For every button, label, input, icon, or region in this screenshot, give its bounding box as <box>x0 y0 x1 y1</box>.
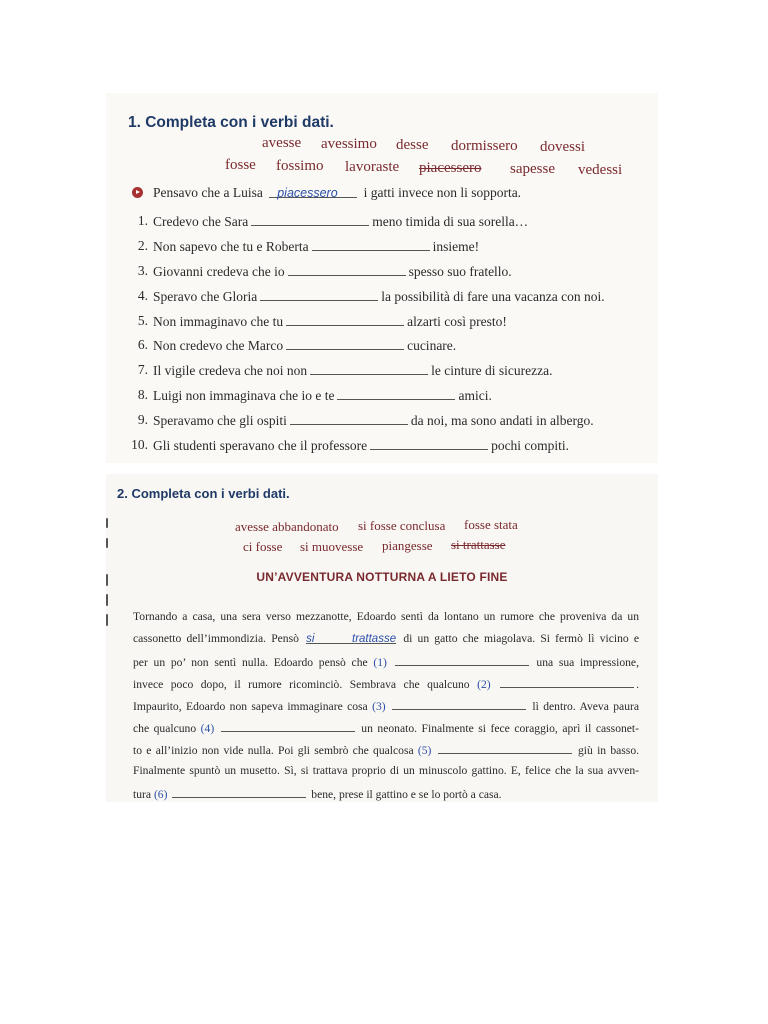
margin-mark <box>106 538 108 548</box>
margin-mark <box>106 518 108 528</box>
answer-blank[interactable] <box>251 212 369 226</box>
bank-word: ci fosse <box>243 539 283 554</box>
bank-word: sapesse <box>510 161 555 177</box>
example-blank <box>269 184 357 198</box>
exercise-1: 1. Completa con i verbi dati. avesse avessimo desse dormissero dovessi fosse fossimo lavoraste piacessero sapesse vedessi Pensavo che a Luisa piacessero i gatti invece non li sopporta. 1. Credevo che Sara meno timida di sua sorella… 2. Non sapevo che tu e Roberta insieme! 3. Giovanni credeva che io spesso suo fratello. 4. Speravo che Gloria la possibilità di fare una vacanza con noi. 5. Non immaginavo che tu alzarti così presto! 6. Non credevo che Marco cucinare. 7. Il vigile credeva che noi non le cinture di sicurezza. 8. Luigi non immaginava che io e te amici. 9. Speravamo che gli ospiti da noi, ma sono andati in albergo. 10. Gli studenti speravano che il professore pochi compiti. <box>106 93 658 463</box>
answer-blank[interactable] <box>370 436 488 450</box>
answer-blank[interactable] <box>312 237 430 251</box>
answer-blank[interactable] <box>221 720 355 732</box>
story-title: UN’AVVENTURA NOTTURNA A LIETO FINE <box>256 570 508 584</box>
story-line: to e all’inizio non vide nulla. Poi gli sembrò che qualcosa (5) giù in basso. <box>133 744 640 757</box>
bank-word: desse <box>396 137 429 153</box>
bank-word: avesse abbandonato <box>235 519 339 534</box>
answer-blank[interactable] <box>438 742 572 754</box>
bank-word: si muovesse <box>300 539 364 554</box>
answer-blank[interactable] <box>392 698 526 710</box>
exercise-2 <box>106 474 658 802</box>
bank-word: dormissero <box>451 138 518 154</box>
answer-blank[interactable] <box>337 386 455 400</box>
example-answer: piacessero <box>277 186 338 200</box>
example-blank <box>306 632 396 644</box>
example-text-before: Pensavo che a Luisa <box>153 185 263 200</box>
exercise-1-title: 1. Completa con i verbi dati. <box>128 114 334 131</box>
arrow-right-icon <box>132 187 143 198</box>
answer-blank[interactable] <box>260 287 378 301</box>
story-line: cassonetto dell’immondizia. Pensò si trattasse di un gatto che miagolava. Si fermò lì vicino e <box>133 632 640 645</box>
bank-word: si fosse conclusa <box>358 518 446 533</box>
answer-blank[interactable] <box>500 676 634 688</box>
bank-word-crossed: si trattasse <box>451 537 506 552</box>
story-line: per un po’ non sentì nulla. Edoardo pensò che (1) una sua impressione, <box>133 656 639 669</box>
exercise-2-title: 2. Completa con i verbi dati. <box>117 486 290 501</box>
bank-word-crossed: piacessero <box>419 160 482 176</box>
bank-word: fossimo <box>276 158 324 174</box>
example-text-after: i gatti invece non li sopporta. <box>363 185 522 200</box>
bank-word: lavoraste <box>345 159 400 175</box>
answer-blank[interactable] <box>290 411 408 425</box>
answer-blank[interactable] <box>310 361 428 375</box>
story-line: che qualcuno (4) un neonato. Finalmente si fece coraggio, aprì il cassonet- <box>133 722 640 735</box>
example-answer: si trattasse <box>306 633 397 645</box>
story-line: Impaurito, Edoardo non sapeva immaginare cosa (3) lì dentro. Aveva paura <box>133 700 640 713</box>
story-line: tura (6) bene, prese il gattino e se lo portò a casa. <box>133 788 502 801</box>
bank-word: fosse <box>225 157 256 173</box>
margin-mark <box>106 614 108 626</box>
bank-word: piangesse <box>382 538 433 553</box>
answer-blank[interactable] <box>395 654 529 666</box>
answer-blank[interactable] <box>172 786 306 798</box>
story-line: Finalmente spuntò un musetto. Sì, si trattava proprio di un minuscolo gattino. E, felice che la sua avven- <box>133 764 639 777</box>
bank-word: avessimo <box>321 136 377 152</box>
answer-blank[interactable] <box>286 312 404 326</box>
story-line: invece poco dopo, il rumore ricominciò. Sembrava che qualcuno (2) . <box>133 678 639 691</box>
answer-blank[interactable] <box>288 262 406 276</box>
answer-blank[interactable] <box>286 336 404 350</box>
story-line: Tornando a casa, una sera verso mezzanotte, Edoardo sentì da lontano un rumore che proveniva da un <box>133 610 639 623</box>
bank-word: vedessi <box>578 162 623 178</box>
bank-word: fosse stata <box>464 517 518 532</box>
margin-mark <box>106 594 108 606</box>
bank-word: dovessi <box>540 139 585 155</box>
bank-word: avesse <box>262 135 302 151</box>
